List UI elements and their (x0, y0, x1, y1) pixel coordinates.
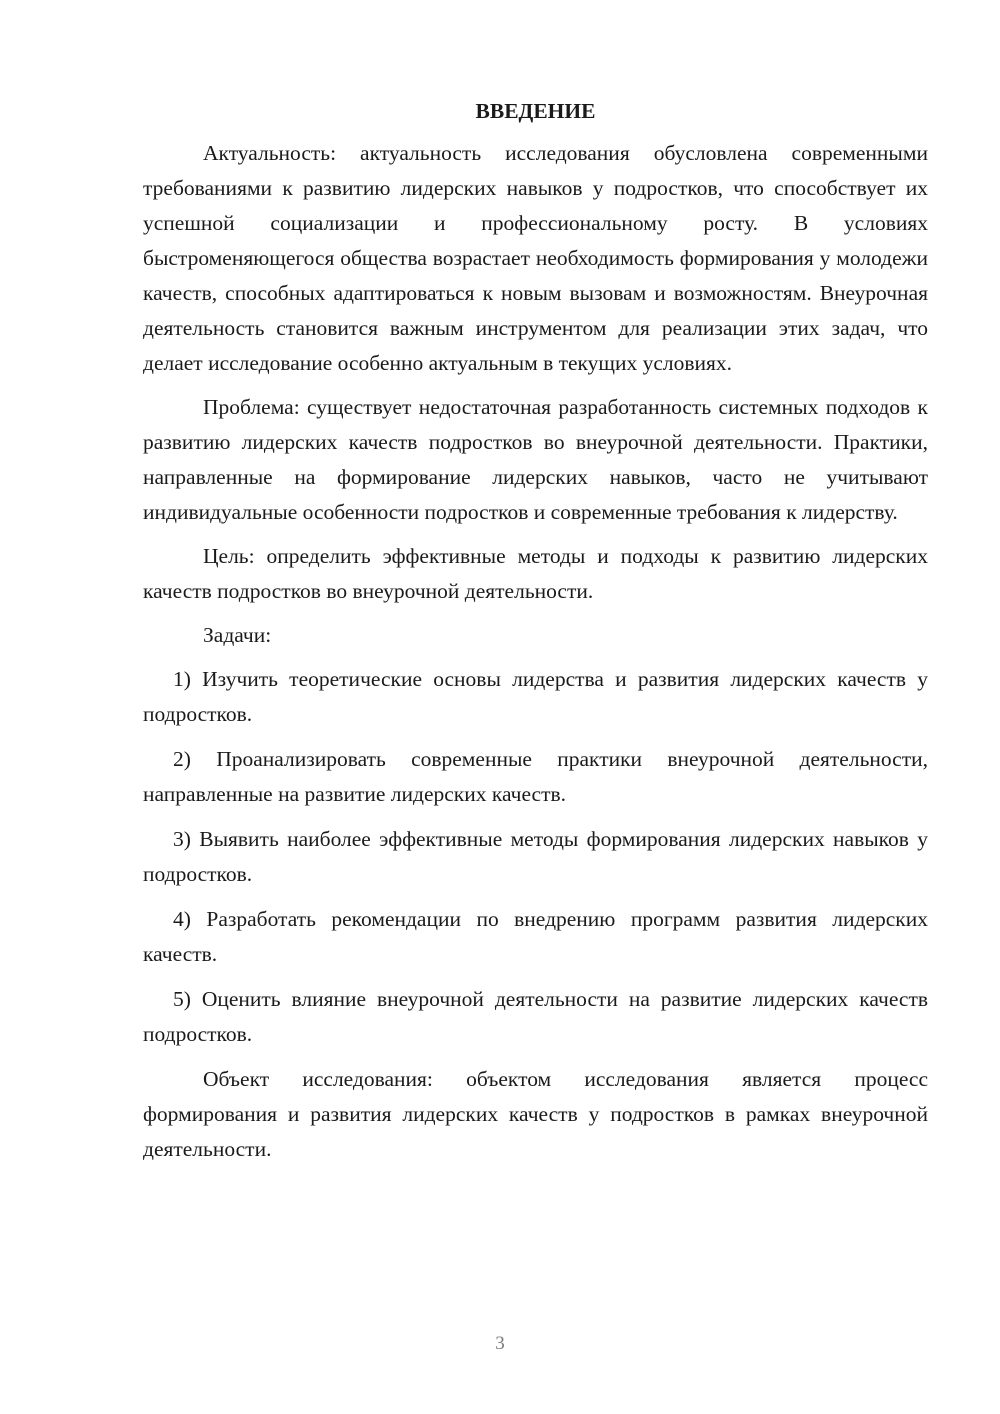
task-item-2: 2) Проанализировать современные практики внеурочной деятельности, направленные на развитие лидерских качеств. (143, 747, 928, 806)
document-page (143, 95, 928, 1176)
tasks-label: Задачи: (203, 623, 272, 647)
object-paragraph: Объект исследования: объектом исследования является процесс формирования и развития лидерских качеств у подростков в рамках внеурочной деятельности. (143, 1067, 928, 1161)
problem-paragraph: Проблема: существует недостаточная разработанность системных подходов к развитию лидерских качеств подростков во внеурочной деятельности. Практики, направленные на формирование лидерских навыков, часто не учитывают индивидуальные особенности подростков и современные требования к лидерству. (143, 395, 928, 524)
task-item-4: 4) Разработать рекомендации по внедрению программ развития лидерских качеств. (143, 907, 928, 966)
task-item-1: 1) Изучить теоретические основы лидерства и развития лидерских качеств у подростков. (143, 667, 928, 726)
relevance-paragraph: Актуальность: актуальность исследования обусловлена современными требованиями к развитию лидерских навыков у подростков, что способствует их успешной социализации и профессиональному росту. В условиях быстроменяющегося общества возрастает необходимость формирования у молодежи качеств, способных адаптироваться к новым вызовам и возможностям. Внеурочная деятельность становится важным инструментом для реализации этих задач, что делает исследование особенно актуальным в текущих условиях. (143, 141, 928, 375)
goal-paragraph: Цель: определить эффективные методы и подходы к развитию лидерских качеств подростков во внеурочной деятельности. (143, 544, 928, 603)
task-item-5: 5) Оценить влияние внеурочной деятельности на развитие лидерских качеств подростков. (143, 987, 928, 1046)
page-title: ВВЕДЕНИЕ (475, 99, 596, 123)
tasks-list (143, 662, 928, 1052)
page-number: 3 (495, 1333, 505, 1354)
task-item-3: 3) Выявить наиболее эффективные методы формирования лидерских навыков у подростков. (143, 827, 928, 886)
